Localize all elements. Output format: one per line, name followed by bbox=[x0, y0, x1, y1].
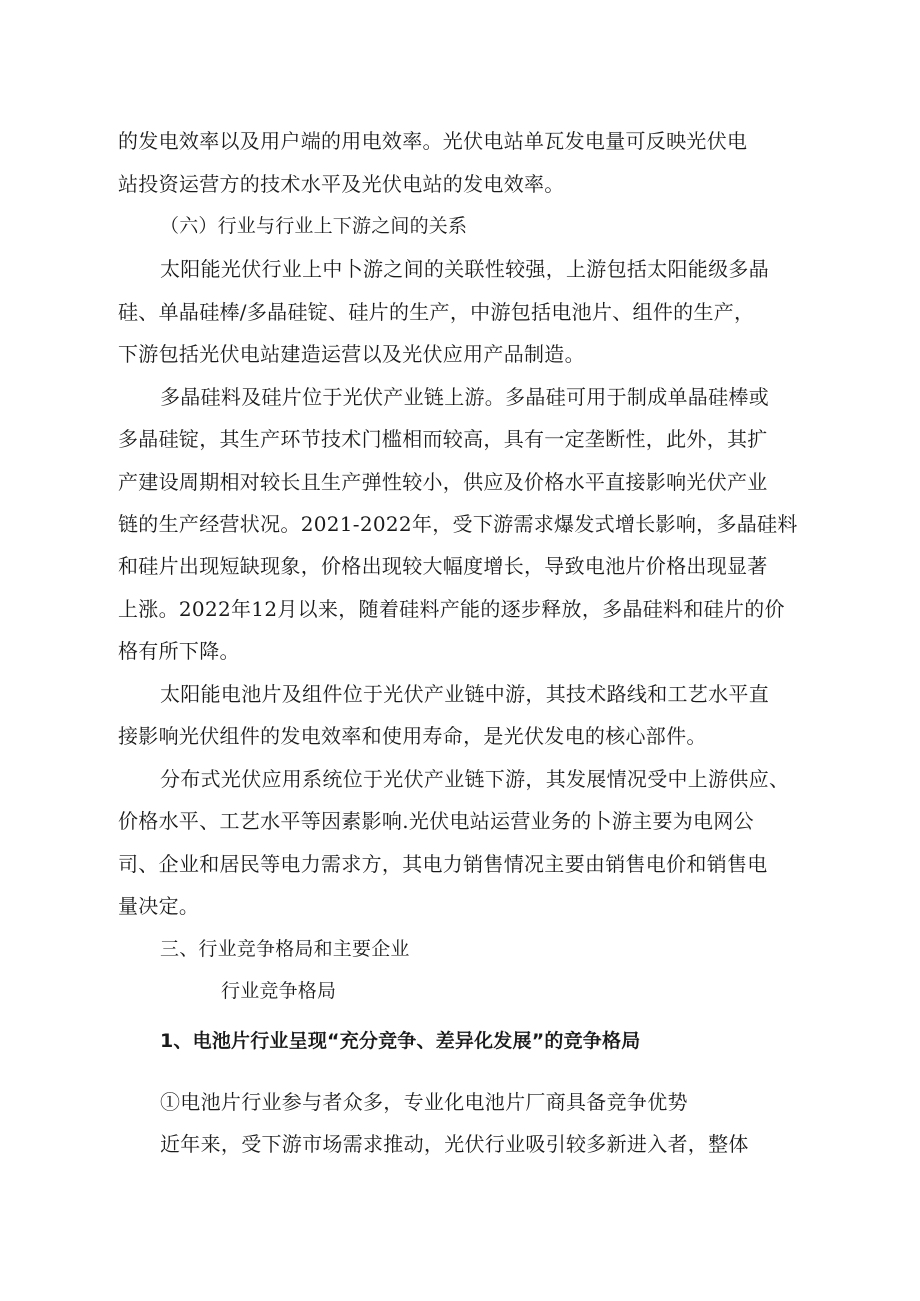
paragraph-line: 价格水平、工艺水平等因素影响.光伏电站运营业务的卜游主要为电网公 bbox=[118, 809, 754, 833]
paragraph-line: 格有所下降。 bbox=[118, 639, 240, 663]
paragraph-line: 接影响光伏组件的发电效率和使用寿命，是光伏发电的核心部件。 bbox=[118, 724, 707, 748]
paragraph-line: ①电池片行业参与者众多，专业化电池片厂商具备竞争优势 bbox=[160, 1090, 688, 1114]
paragraph-line: 链的生产经营状况。2021-2022年，受下游需求爆发式增长影响，多晶硅料 bbox=[118, 512, 798, 536]
subsection-heading: 行业竞争格局 bbox=[221, 980, 337, 1002]
paragraph-line: 量决定。 bbox=[118, 894, 200, 918]
paragraph-line: 产建设周期相对较长且生产弹性较小，供应及价格水平直接影响光伏产业 bbox=[118, 470, 768, 494]
paragraph-line: 太阳能光伏行业上中卜游之间的关联性较强，上游包括太阳能级多晶 bbox=[160, 257, 769, 281]
paragraph-line: 和硅片出现短缺现象，价格出现较大幅度增长，导致电池片价格出现显著 bbox=[118, 554, 768, 578]
paragraph-line: 多晶硅料及硅片位于光伏产业链上游。多晶硅可用于制成单晶硅棒或 bbox=[160, 385, 769, 409]
paragraph-line: 上涨。2022年12月以来，随着硅料产能的逐步释放，多晶硅料和硅片的价 bbox=[118, 597, 785, 621]
paragraph-line: 近年来，受下游市场需求推动，光伏行业吸引较多新进入者，整体 bbox=[160, 1132, 749, 1156]
section-heading-three: 三、行业竞争格局和主要企业 bbox=[160, 938, 410, 960]
paragraph-line: 司、企业和居民等电力需求方，其电力销售情况主要由销售电价和销售电 bbox=[118, 852, 768, 876]
paragraph-line: 的发电效率以及用户端的用电效率。光伏电站单瓦发电量可反映光伏电 bbox=[118, 129, 748, 153]
paragraph-line: 站投资运营方的技术水平及光伏电站的发电效率。 bbox=[118, 172, 565, 196]
paragraph-line: 多晶硅锭，其生产环节技术门槛相而较高，具有一定垄断性，此外，其扩 bbox=[118, 427, 768, 451]
paragraph-line: 分布式光伏应用系统位于光伏产业链下游，其发展情况受中上游供应、 bbox=[160, 767, 790, 791]
paragraph-line: 下游包括光伏电站建造运营以及光伏应用产品制造。 bbox=[118, 342, 585, 366]
section-heading-six: （六）行业与行业上下游之间的关系 bbox=[160, 215, 468, 237]
paragraph-line: 太阳能电池片及组件位于光伏产业链中游，其技术路线和工艺水平直 bbox=[160, 682, 769, 706]
paragraph-line: 硅、单晶硅棒/多晶硅锭、硅片的生产，中游包括电池片、组件的生产， bbox=[118, 300, 755, 324]
subsection-heading-1: 1、电池片行业呈现“充分竞争、差异化发展”的竞争格局 bbox=[160, 1030, 641, 1052]
